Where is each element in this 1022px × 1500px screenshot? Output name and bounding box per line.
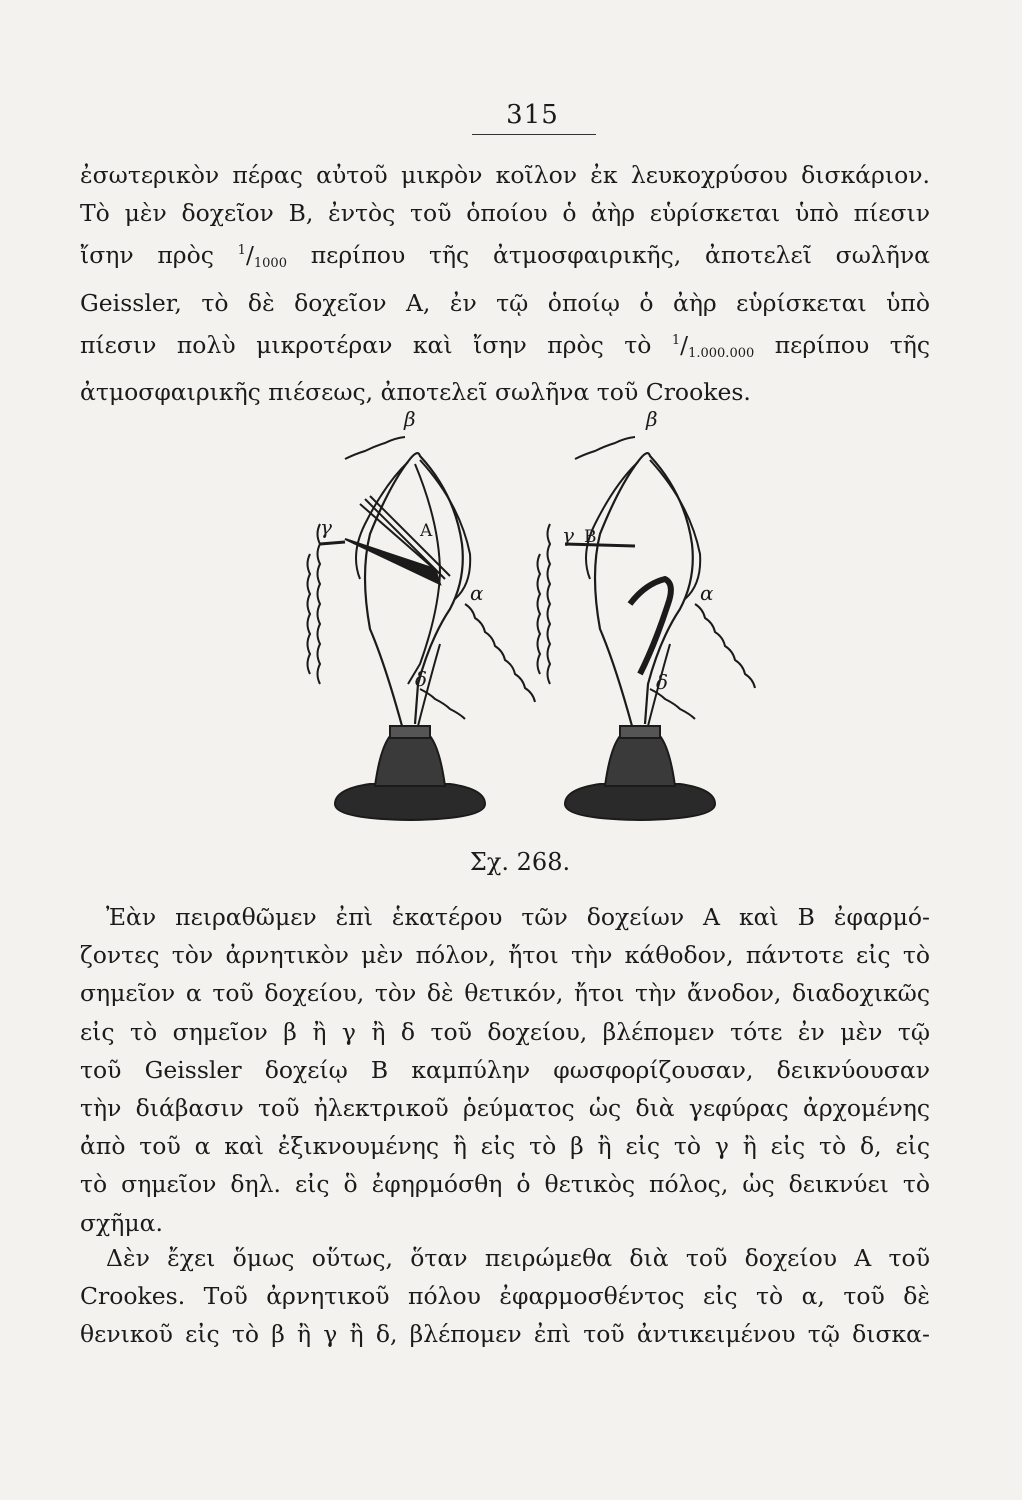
page-number: 315	[506, 100, 559, 130]
text-segment: πίεσιν πολὺ μικροτέραν καὶ ἴσην πρὸς τὸ	[80, 330, 672, 359]
fraction-numerator: 1	[671, 332, 681, 348]
paragraph-2	[80, 898, 930, 1242]
figure-geissler-crookes-tubes	[290, 404, 760, 834]
fraction-denominator: 1.000.000	[688, 345, 755, 361]
label-delta-right: δ	[656, 670, 669, 694]
left-stand-base-icon	[335, 784, 485, 820]
text-line: τοῦ Geissler δοχείῳ Β καμπύλην φωσφορίζουσαν, δεικνύουσαν	[80, 1055, 930, 1084]
text-line-fraction	[80, 322, 930, 373]
label-beta-left: β	[404, 407, 416, 431]
label-B: Β	[584, 527, 597, 547]
label-gamma-right: γ	[562, 523, 574, 547]
fraction-numerator: 1	[237, 243, 246, 259]
text-line: σημεῖον α τοῦ δοχείου, τὸν δὲ θετικόν, ἤτοι τὴν ἄνοδον, διαδοχικῶς	[80, 979, 930, 1008]
paragraph-3	[80, 1239, 930, 1354]
fraction-slash: /	[245, 241, 254, 270]
label-A: Α	[420, 521, 433, 541]
text-line: Geissler, τὸ δὲ δοχεῖον Α, ἐν τῷ ὁποίῳ ὁ ἀὴρ εὑρίσκεται ὑπὸ	[80, 288, 930, 317]
text-line: ἐσωτερικὸν πέρας αὐτοῦ μικρὸν κοῖλον ἐκ λευκοχρύσου δισκάριον.	[80, 161, 930, 189]
text-line: σχῆμα.	[80, 1208, 163, 1237]
paragraph-1	[80, 156, 930, 411]
fraction-slash: /	[680, 330, 689, 359]
figure-caption: Σχ. 268.	[469, 848, 571, 876]
label-alpha-right: α	[700, 581, 714, 605]
text-line: τὸ σημεῖον δηλ. εἰς ὃ ἐφηρμόσθη ὁ θετικὸς πόλος, ὡς δεικνύει τὸ	[80, 1170, 930, 1199]
label-gamma-left: γ	[320, 515, 332, 539]
page-number-rule	[472, 134, 596, 135]
tubes-illustration	[290, 404, 760, 834]
text-segment: ἴσην πρὸς	[80, 241, 238, 270]
text-line: θενικοῦ εἰς τὸ β ἢ γ ἢ δ, βλέπομεν ἐπὶ τοῦ ἀντικειμένου τῷ δισκα-	[80, 1320, 930, 1349]
left-stand-bell-icon	[375, 736, 445, 786]
text-line: ἀτμοσφαιρικῆς πιέσεως, ἀποτελεῖ σωλῆνα τοῦ Crookes.	[80, 378, 751, 407]
text-line: Ἐὰν πειραθῶμεν ἐπὶ ἑκατέρου τῶν δοχείων Α καὶ Β ἐφαρμό-	[106, 903, 930, 931]
text-line-fraction	[80, 232, 930, 283]
text-segment: περίπου τῆς	[754, 330, 930, 359]
text-line: εἰς τὸ σημεῖον β ἢ γ ἢ δ τοῦ δοχείου, βλέπομεν τότε ἐν μὲν τῷ	[80, 1017, 930, 1046]
text-line: τὴν διάβασιν τοῦ ἠλεκτρικοῦ ῥεύματος ὡς διὰ γεφύρας ἀρχομένης	[80, 1094, 930, 1123]
text-segment: περίπου τῆς ἀτμοσφαιρικῆς, ἀποτελεῖ σωλῆνα	[286, 241, 930, 270]
label-beta-right: β	[646, 407, 658, 431]
right-stand-bell-icon	[605, 736, 675, 786]
text-line: Crookes. Τοῦ ἀρνητικοῦ πόλου ἐφαρμοσθέντος εἰς τὸ α, τοῦ δὲ	[80, 1282, 930, 1311]
text-line: ζοντες τὸν ἀρνητικὸν μὲν πόλον, ἤτοι τὴν κάθοδον, πάντοτε εἰς τὸ	[80, 941, 930, 970]
label-delta-left: δ	[415, 667, 428, 691]
fraction-denominator: 1000	[253, 256, 287, 272]
right-stand-base-icon	[565, 784, 715, 820]
label-alpha-left: α	[470, 581, 484, 605]
text-line: ἀπὸ τοῦ α καὶ ἐξικνουμένης ἢ εἰς τὸ β ἢ εἰς τὸ γ ἢ εἰς τὸ δ, εἰς	[80, 1132, 930, 1161]
text-line: Τὸ μὲν δοχεῖον Β, ἐντὸς τοῦ ὁποίου ὁ ἀὴρ εὑρίσκεται ὑπὸ πίεσιν	[80, 199, 930, 228]
text-line: Δὲν ἔχει ὅμως οὕτως, ὅταν πειρώμεθα διὰ τοῦ δοχείου Α τοῦ	[106, 1244, 930, 1272]
